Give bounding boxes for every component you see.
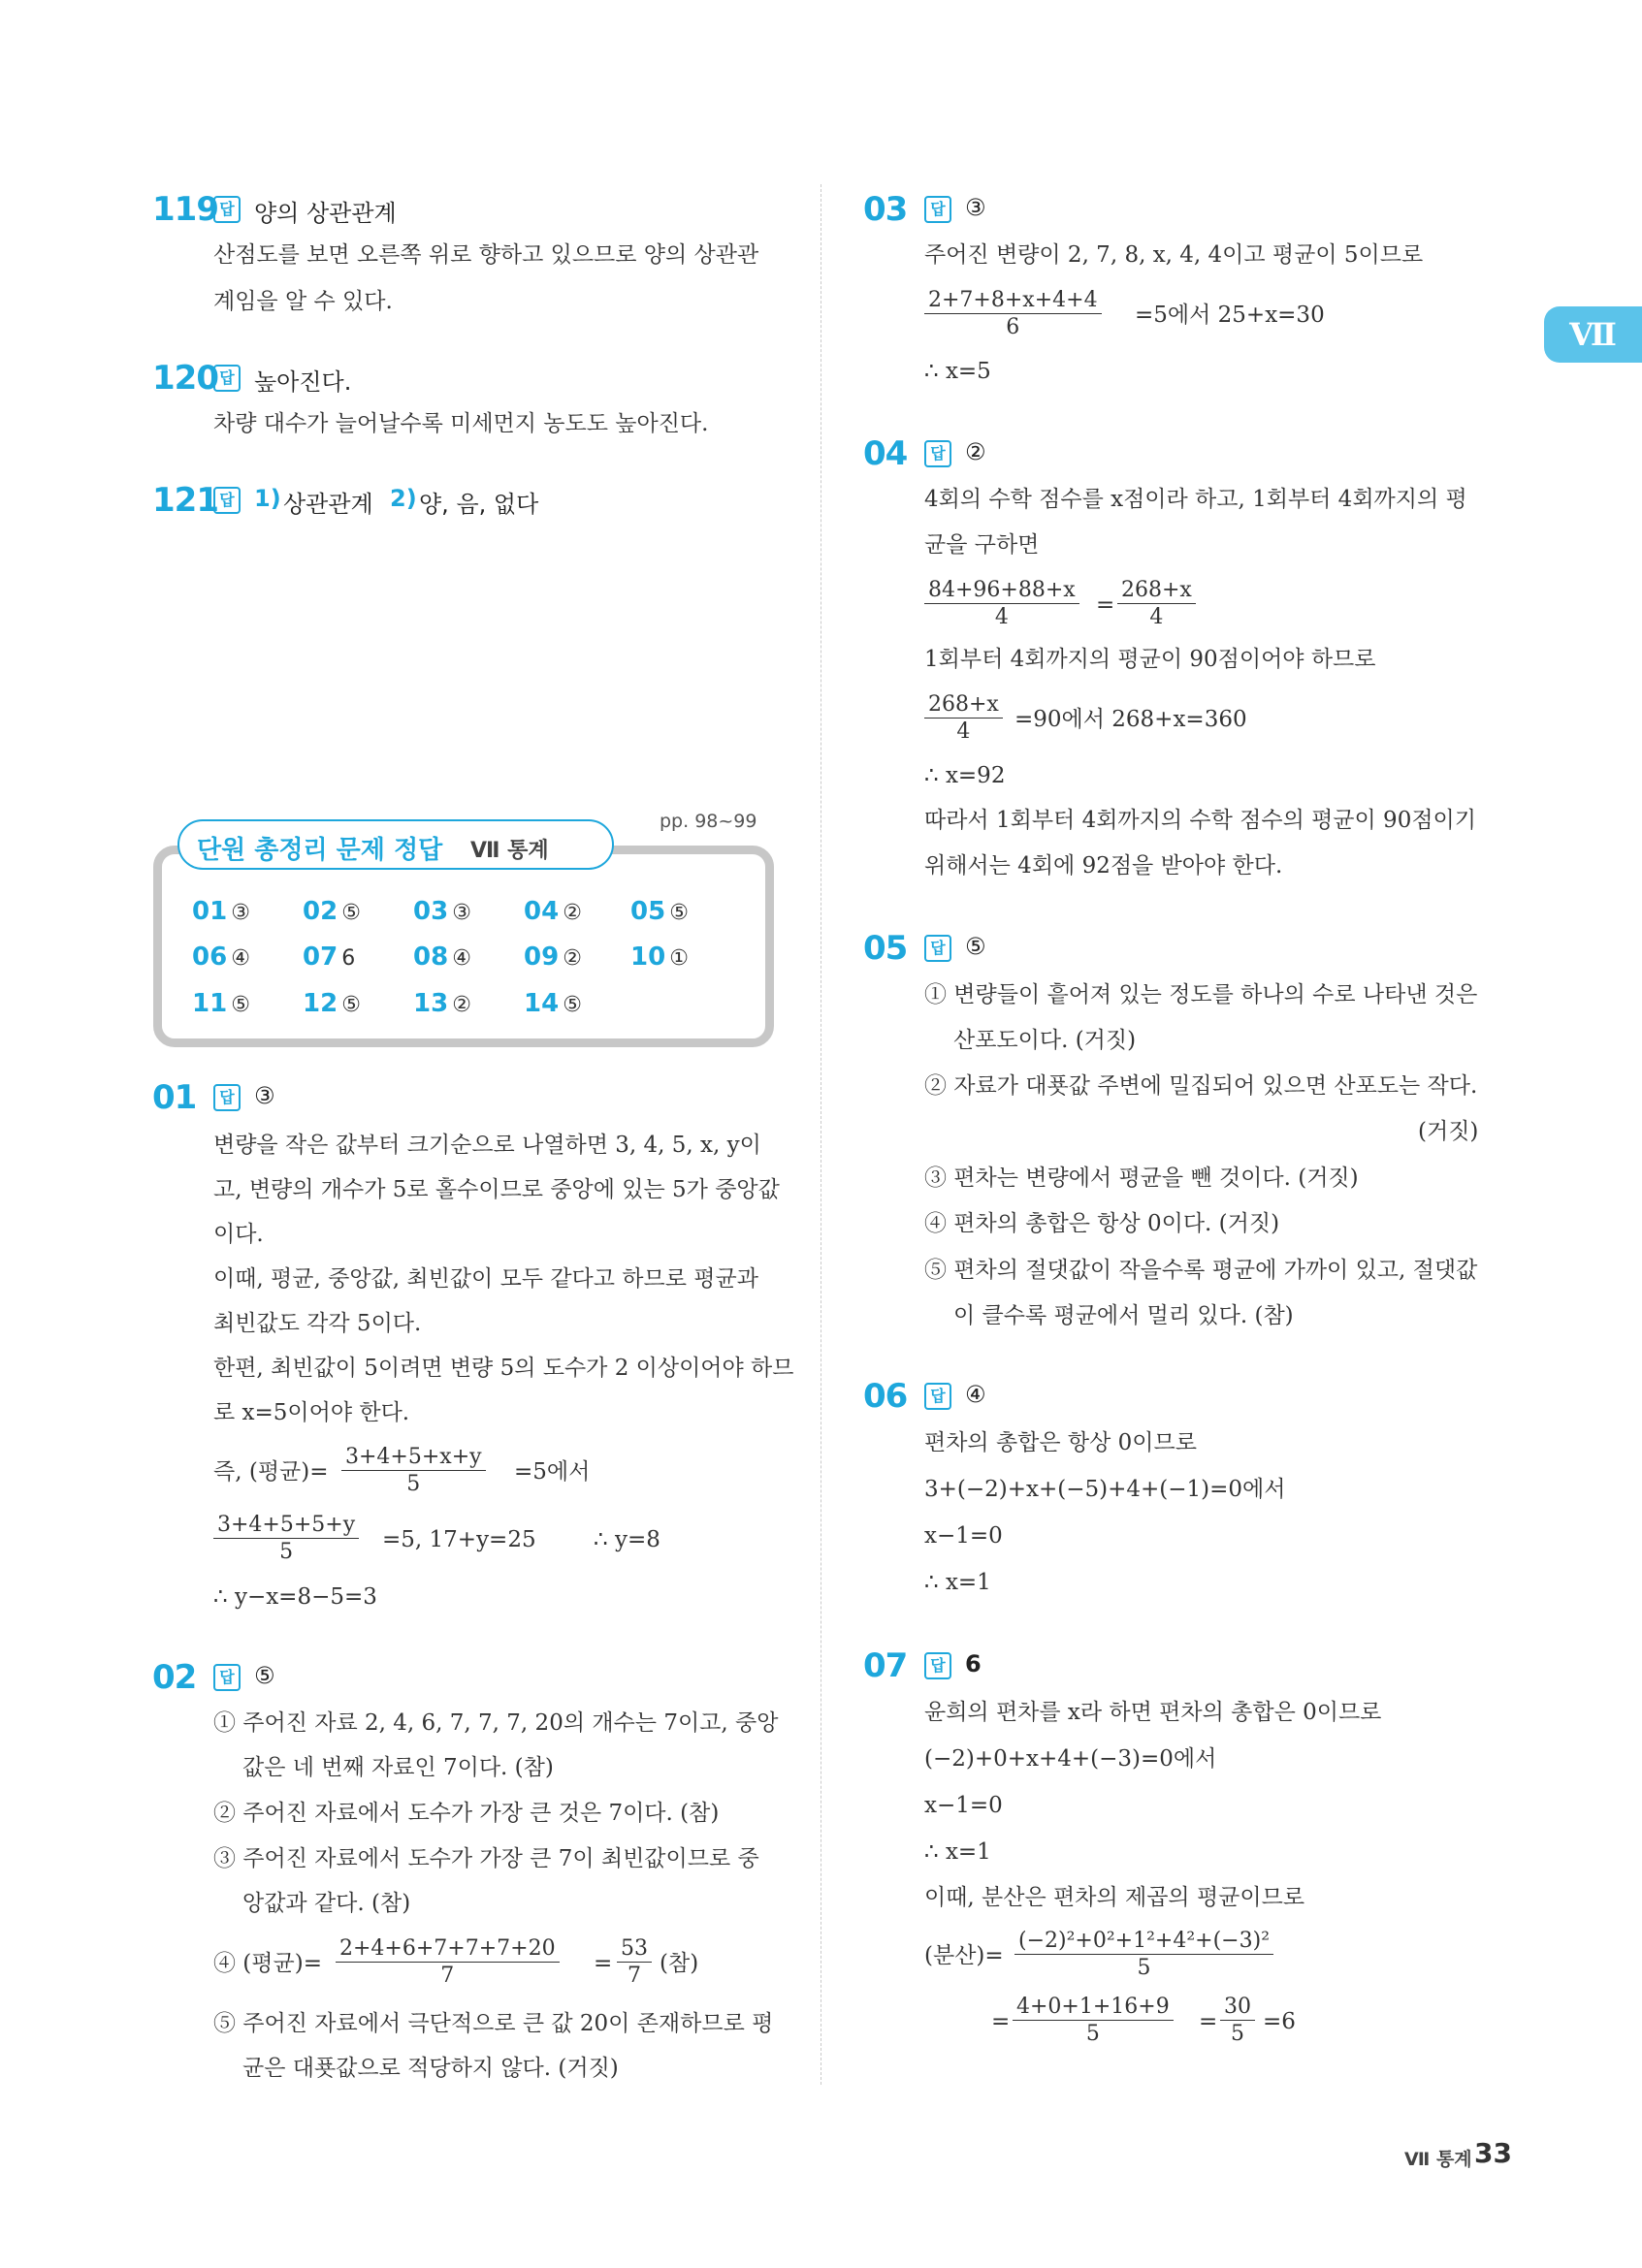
explanation-line: 고, 변량의 개수가 5로 홀수이므로 중앙에 있는 5가 중앙값 xyxy=(213,1177,780,1202)
explanation-line: 이때, 분산은 편차의 제곱의 평균이므로 xyxy=(924,1885,1305,1910)
summary-answer: 03 ③ xyxy=(413,897,471,926)
problem-number: 02 xyxy=(152,1658,197,1697)
answer-mark: 답 xyxy=(924,196,951,223)
answer-mark: 답 xyxy=(924,1383,951,1410)
fraction: $\frac{2+4+6+7+7+7+20}{7}$ xyxy=(336,1936,560,1988)
summary-answer: 07 6 xyxy=(303,942,356,972)
explanation-line: 위해서는 4회에 92점을 받아야 한다. xyxy=(924,853,1283,878)
fraction: $\frac{3+4+5+5+y}{5}$ xyxy=(213,1513,359,1564)
explanation-line: 주어진 변량이 2, 7, 8, x, 4, 4이고 평균이 5이므로 xyxy=(924,242,1424,268)
problem-number: 121 xyxy=(152,481,218,520)
fraction: $\frac{30}{5}$ xyxy=(1220,1995,1255,2046)
answer-mark: 답 xyxy=(924,1652,951,1679)
fraction: $\frac{268+x}{4}$ xyxy=(1117,578,1196,629)
answer-mark: 답 xyxy=(924,440,951,467)
answer-mark: 답 xyxy=(213,196,241,223)
equation-line: 3+(−2)+x+(−5)+4+(−1)=0에서 xyxy=(924,1477,1286,1502)
problem-number: 05 xyxy=(863,929,908,968)
problem-number: 03 xyxy=(863,190,908,229)
fraction: $\frac{84+96+88+x}{4}$ xyxy=(924,578,1079,629)
explanation-line: 편차의 총합은 항상 0이므로 xyxy=(924,1430,1197,1455)
sub-answer-number: 2) xyxy=(390,485,417,512)
answer-text: ② xyxy=(965,438,986,465)
explanation-line: 균을 구하면 xyxy=(924,532,1040,558)
answer-text: ⑤ xyxy=(965,933,986,960)
problem-number: 01 xyxy=(152,1078,197,1117)
explanation-line: 최빈값도 각각 5이다. xyxy=(213,1311,422,1336)
summary-answer: 04 ② xyxy=(524,897,582,926)
answer-text: 6 xyxy=(965,1650,982,1677)
explanation-line: 1회부터 4회까지의 평균이 90점이어야 하므로 xyxy=(924,647,1376,672)
equation-prefix: (분산)= xyxy=(924,1943,1004,1968)
problem-number: 04 xyxy=(863,434,908,473)
explanation-line: ⑤ 주어진 자료에서 극단적으로 큰 값 20이 존재하므로 평 xyxy=(213,2011,774,2036)
explanation-line: ④ 편차의 총합은 항상 0이다. (거짓) xyxy=(924,1211,1280,1236)
footer-unit: Ⅶ 통계 xyxy=(1404,2149,1472,2170)
problem-number: 120 xyxy=(152,359,218,398)
summary-answer: 10 ① xyxy=(630,942,689,972)
answer-mark: 답 xyxy=(924,935,951,962)
explanation-line: 계임을 알 수 있다. xyxy=(213,289,393,314)
summary-title: 단원 총정리 문제 정답 xyxy=(197,836,443,865)
equation-line: x−1=0 xyxy=(924,1793,1003,1818)
summary-answer: 01 ③ xyxy=(192,897,250,926)
answer-mark: 답 xyxy=(213,1664,241,1691)
equation-line: ∴ x=5 xyxy=(924,359,991,384)
answer-text: 양의 상관관계 xyxy=(254,200,397,227)
equation-suffix: =5에서 xyxy=(514,1459,591,1485)
fraction: $\frac{53}{7}$ xyxy=(617,1936,652,1988)
summary-answer: 13 ② xyxy=(413,989,471,1018)
fraction: $\frac{268+x}{4}$ xyxy=(924,692,1003,744)
equation-line: (−2)+0+x+4+(−3)=0에서 xyxy=(924,1746,1217,1772)
equation-line: ∴ x=1 xyxy=(924,1570,991,1595)
explanation-line: 산포도이다. (거짓) xyxy=(953,1028,1137,1053)
explanation-line: 4회의 수학 점수를 x점이라 하고, 1회부터 4회까지의 평 xyxy=(924,487,1467,512)
equation-suffix: =5, 17+y=25 xyxy=(382,1527,536,1552)
answer-text: 상관관계 xyxy=(283,491,373,518)
explanation-line: 따라서 1회부터 4회까지의 수학 점수의 평균이 90점이기 xyxy=(924,808,1476,833)
answer-mark: 답 xyxy=(213,365,241,392)
equation-suffix: =6 xyxy=(1263,2009,1296,2034)
explanation-line: 앙값과 같다. (참) xyxy=(242,1891,411,1916)
explanation-line: ⑤ 편차의 절댓값이 작을수록 평균에 가까이 있고, 절댓값 xyxy=(924,1258,1478,1283)
explanation-line: ① 주어진 자료 2, 4, 6, 7, 7, 7, 20의 개수는 7이고, 중앙 xyxy=(213,1710,779,1736)
summary-answer: 09 ② xyxy=(524,942,582,972)
equation-line: x−1=0 xyxy=(924,1523,1003,1549)
problem-number: 06 xyxy=(863,1377,908,1416)
answer-text: 높아진다. xyxy=(254,368,352,396)
equation-line: ∴ y−x=8−5=3 xyxy=(213,1584,377,1610)
equation-line: ∴ x=92 xyxy=(924,763,1006,788)
explanation-line: 한편, 최빈값이 5이려면 변량 5의 도수가 2 이상이어야 하므 xyxy=(213,1356,794,1381)
explanation-line: 변량을 작은 값부터 크기순으로 나열하면 3, 4, 5, x, y이 xyxy=(213,1133,761,1158)
explanation-line: 이 클수록 평균에서 멀리 있다. (참) xyxy=(953,1303,1294,1328)
explanation-line: 값은 네 번째 자료인 7이다. (참) xyxy=(242,1755,554,1780)
equation-suffix: =5에서 25+x=30 xyxy=(1135,303,1325,328)
equation-operator: = xyxy=(991,2009,1011,2034)
page-reference: pp. 98~99 xyxy=(660,811,757,832)
explanation-line: ② 주어진 자료에서 도수가 가장 큰 것은 7이다. (참) xyxy=(213,1801,720,1826)
summary-title-pill xyxy=(177,819,614,870)
answer-text: ⑤ xyxy=(254,1662,275,1689)
equation-operator: = xyxy=(594,1951,613,1976)
explanation-line: ③ 편차는 변량에서 평균을 뺀 것이다. (거짓) xyxy=(924,1166,1359,1191)
explanation-line: 윤희의 편차를 x라 하면 편차의 총합은 0이므로 xyxy=(924,1700,1382,1725)
answer-text: ③ xyxy=(965,194,986,221)
explanation-line: 이때, 평균, 중앙값, 최빈값이 모두 같다고 하므로 평균과 xyxy=(213,1266,758,1292)
equation-result: ∴ y=8 xyxy=(594,1527,660,1552)
explanation-line: 차량 대수가 늘어날수록 미세먼지 농도도 높아진다. xyxy=(213,411,709,436)
explanation-line: (거짓) xyxy=(1418,1119,1479,1144)
summary-unit: Ⅶ 통계 xyxy=(470,839,549,863)
summary-answer: 11 ⑤ xyxy=(192,989,250,1018)
explanation-line: 산점도를 보면 오른쪽 위로 향하고 있으므로 양의 상관관 xyxy=(213,242,759,268)
problem-number: 119 xyxy=(152,190,218,229)
answer-text: ④ xyxy=(965,1381,986,1408)
explanation-line: 균은 대푯값으로 적당하지 않다. (거짓) xyxy=(242,2056,619,2081)
summary-answer: 05 ⑤ xyxy=(630,897,689,926)
fraction: $\frac{\text{(−2)²+0²+1²+4²+(−3)²}}{5}$ xyxy=(1014,1929,1273,1980)
explanation-line: ② 자료가 대푯값 주변에 밀집되어 있으면 산포도는 작다. xyxy=(924,1073,1478,1099)
equation-prefix: 즉, (평균)= xyxy=(213,1459,329,1485)
equation-suffix: =90에서 268+x=360 xyxy=(1014,707,1247,732)
explanation-line: ① 변량들이 흩어져 있는 정도를 하나의 수로 나타낸 것은 xyxy=(924,982,1478,1007)
answer-text: 양, 음, 없다 xyxy=(419,491,539,518)
answer-text: ③ xyxy=(254,1082,275,1109)
equation-prefix: ④ (평균)= xyxy=(213,1951,322,1976)
summary-answer: 12 ⑤ xyxy=(303,989,361,1018)
fraction: $\frac{4+0+1+16+9}{5}$ xyxy=(1013,1995,1174,2046)
page-number: 33 xyxy=(1474,2137,1512,2169)
sub-answer-number: 1) xyxy=(254,485,281,512)
answer-mark: 답 xyxy=(213,1084,241,1111)
summary-answer: 06 ④ xyxy=(192,942,250,972)
equation-suffix: (참) xyxy=(660,1951,699,1976)
summary-answer: 14 ⑤ xyxy=(524,989,582,1018)
equation-operator: = xyxy=(1096,592,1115,618)
equation-line: ∴ x=1 xyxy=(924,1839,991,1865)
explanation-line: 로 x=5이어야 한다. xyxy=(213,1400,410,1425)
explanation-line: ③ 주어진 자료에서 도수가 가장 큰 7이 최빈값이므로 중 xyxy=(213,1846,759,1871)
fraction: $\frac{2+7+8+x+4+4}{6}$ xyxy=(924,288,1102,339)
unit-tab: Ⅶ xyxy=(1544,306,1642,363)
summary-answer: 08 ④ xyxy=(413,942,471,972)
equation-operator: = xyxy=(1199,2009,1218,2034)
summary-answer: 02 ⑤ xyxy=(303,897,361,926)
fraction: $\frac{3+4+5+x+y}{5}$ xyxy=(341,1445,486,1496)
answer-mark: 답 xyxy=(213,487,241,514)
problem-number: 07 xyxy=(863,1646,908,1685)
explanation-line: 이다. xyxy=(213,1222,264,1247)
